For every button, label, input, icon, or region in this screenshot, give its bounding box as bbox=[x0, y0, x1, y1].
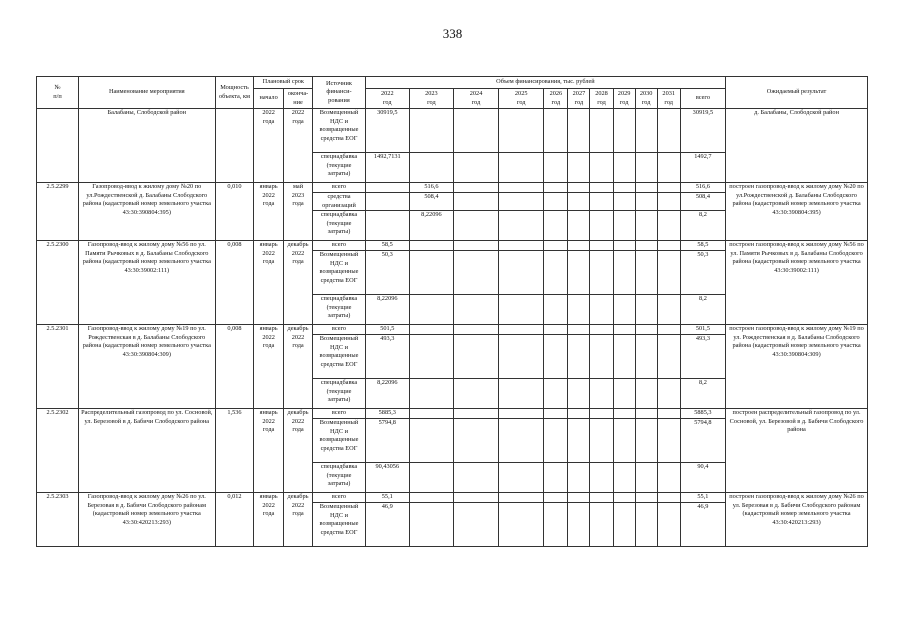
row-total: 46,9 bbox=[680, 503, 725, 547]
row-value-2026 bbox=[544, 419, 568, 463]
row-value-2031 bbox=[657, 325, 680, 335]
row-value-2031 bbox=[657, 409, 680, 419]
row-total: 1492,7 bbox=[680, 153, 725, 183]
row-value-2024 bbox=[453, 109, 498, 153]
row-value-2030 bbox=[635, 379, 657, 409]
row-value-2030 bbox=[635, 503, 657, 547]
row-end: декабрь 2022 года bbox=[283, 409, 312, 493]
row-start: январь 2022 года bbox=[254, 409, 283, 493]
row-value-2028 bbox=[590, 325, 613, 335]
row-value-2025 bbox=[499, 325, 544, 335]
header-source: Источник финанси- рования bbox=[313, 77, 366, 109]
row-value-2024 bbox=[453, 241, 498, 251]
row-value-2026 bbox=[544, 153, 568, 183]
header-result: Ожидаемый результат bbox=[726, 77, 868, 109]
header-funding: Объем финансирования, тыс. рублей bbox=[365, 77, 725, 89]
row-end: декабрь 2022 года bbox=[283, 325, 312, 409]
header-name: Наименование мероприятия bbox=[79, 77, 216, 109]
row-value-2023 bbox=[409, 493, 453, 503]
row-value-2031 bbox=[657, 251, 680, 295]
row-result: построен газопровод-ввод к жилому дому №56 по ул. Памяти Рычковых в д. Балабаны Слободского района (кадастровый номер земельного участка 43:30:39002:111) bbox=[726, 241, 868, 325]
row-value-2025 bbox=[499, 409, 544, 419]
row-total: 55,1 bbox=[680, 493, 725, 503]
table-row bbox=[37, 325, 868, 335]
row-source: спецнадбавка (текущие затраты) bbox=[313, 295, 366, 325]
row-value-2025 bbox=[499, 251, 544, 295]
header-year-2026: 2026 год bbox=[544, 89, 568, 109]
row-value-2031 bbox=[657, 211, 680, 241]
row-value-2028 bbox=[590, 409, 613, 419]
row-value-2022: 493,3 bbox=[365, 335, 409, 379]
row-value-2025 bbox=[499, 463, 544, 493]
row-value-2028 bbox=[590, 493, 613, 503]
row-value-2028 bbox=[590, 379, 613, 409]
row-value-2027 bbox=[568, 153, 590, 183]
row-event-name: Газопровод-ввод к жилому дому №56 по ул. Памяти Рычковых в д. Балабаны Слободского района (кадастровый номер земельного участка 43:30:39002:111) bbox=[79, 241, 216, 325]
row-event-name: Газопровод-ввод к жилому дому №26 по ул. Березовая в д. Бабичи Слободского районам (кадастровый номер земельного участка 43:30:420213:293) bbox=[79, 493, 216, 547]
row-value-2023 bbox=[409, 463, 453, 493]
row-value-2026 bbox=[544, 379, 568, 409]
row-value-2024 bbox=[453, 193, 498, 211]
row-total: 8,2 bbox=[680, 295, 725, 325]
row-value-2024 bbox=[453, 379, 498, 409]
row-value-2022: 1492,7131 bbox=[365, 153, 409, 183]
row-value-2022: 5794,8 bbox=[365, 419, 409, 463]
row-capacity: 0,012 bbox=[215, 493, 254, 547]
row-value-2030 bbox=[635, 419, 657, 463]
row-value-2029 bbox=[613, 295, 635, 325]
header-year-2022: 2022 год bbox=[365, 89, 409, 109]
row-value-2022: 90,43056 bbox=[365, 463, 409, 493]
row-value-2028 bbox=[590, 419, 613, 463]
row-number: 2.5.2299 bbox=[37, 183, 79, 241]
row-value-2029 bbox=[613, 109, 635, 153]
row-value-2023 bbox=[409, 335, 453, 379]
table-row bbox=[37, 109, 868, 153]
row-total: 508,4 bbox=[680, 193, 725, 211]
row-value-2025 bbox=[499, 493, 544, 503]
row-number: 2.5.2302 bbox=[37, 409, 79, 493]
row-total: 58,5 bbox=[680, 241, 725, 251]
row-value-2023 bbox=[409, 503, 453, 547]
row-value-2027 bbox=[568, 419, 590, 463]
row-capacity: 0,008 bbox=[215, 241, 254, 325]
row-value-2028 bbox=[590, 153, 613, 183]
row-value-2025 bbox=[499, 183, 544, 193]
row-end: декабрь 2022 года bbox=[283, 493, 312, 547]
row-value-2030 bbox=[635, 409, 657, 419]
row-source: всего bbox=[313, 241, 366, 251]
header-year-2029: 2029 год bbox=[613, 89, 635, 109]
row-value-2028 bbox=[590, 503, 613, 547]
row-value-2022: 501,5 bbox=[365, 325, 409, 335]
row-value-2027 bbox=[568, 325, 590, 335]
row-value-2026 bbox=[544, 251, 568, 295]
row-total: 50,3 bbox=[680, 251, 725, 295]
row-value-2022: 46,9 bbox=[365, 503, 409, 547]
row-value-2028 bbox=[590, 463, 613, 493]
header-num: № п/п bbox=[37, 77, 79, 109]
row-value-2027 bbox=[568, 335, 590, 379]
row-start: январь 2022 года bbox=[254, 325, 283, 409]
row-value-2026 bbox=[544, 193, 568, 211]
header-capacity: Мощность объекта, км bbox=[215, 77, 254, 109]
row-value-2026 bbox=[544, 109, 568, 153]
row-value-2029 bbox=[613, 193, 635, 211]
row-value-2022 bbox=[365, 211, 409, 241]
row-value-2029 bbox=[613, 335, 635, 379]
row-value-2023 bbox=[409, 241, 453, 251]
row-total: 30919,5 bbox=[680, 109, 725, 153]
row-value-2023: 8,22096 bbox=[409, 211, 453, 241]
row-value-2026 bbox=[544, 503, 568, 547]
row-start: январь 2022 года bbox=[254, 183, 283, 241]
row-value-2027 bbox=[568, 183, 590, 193]
row-value-2024 bbox=[453, 153, 498, 183]
table-row bbox=[37, 241, 868, 251]
row-value-2025 bbox=[499, 503, 544, 547]
row-value-2031 bbox=[657, 419, 680, 463]
row-value-2022 bbox=[365, 183, 409, 193]
row-number: 2.5.2300 bbox=[37, 241, 79, 325]
table-body bbox=[37, 109, 868, 547]
row-total: 5885,3 bbox=[680, 409, 725, 419]
row-start: январь 2022 года bbox=[254, 493, 283, 547]
header-year-2028: 2028 год bbox=[590, 89, 613, 109]
row-total: 8,2 bbox=[680, 211, 725, 241]
row-value-2028 bbox=[590, 211, 613, 241]
row-capacity: 1,536 bbox=[215, 409, 254, 493]
row-value-2024 bbox=[453, 503, 498, 547]
row-event-name: Газопровод-ввод к жилому дому №19 по ул. Рождественская в д. Балабаны Слободского района (кадастровый номер земельного участка 43:30:390804:309) bbox=[79, 325, 216, 409]
row-event-name: Балабаны, Слободской район bbox=[79, 109, 216, 183]
row-value-2025 bbox=[499, 153, 544, 183]
row-value-2029 bbox=[613, 325, 635, 335]
row-value-2022: 58,5 bbox=[365, 241, 409, 251]
row-capacity: 0,010 bbox=[215, 183, 254, 241]
row-total: 501,5 bbox=[680, 325, 725, 335]
row-value-2030 bbox=[635, 493, 657, 503]
row-value-2029 bbox=[613, 409, 635, 419]
row-number: 2.5.2303 bbox=[37, 493, 79, 547]
row-value-2026 bbox=[544, 295, 568, 325]
row-value-2025 bbox=[499, 295, 544, 325]
row-value-2031 bbox=[657, 153, 680, 183]
row-value-2029 bbox=[613, 211, 635, 241]
row-source: спецнадбавка (текущие затраты) bbox=[313, 211, 366, 241]
row-value-2031 bbox=[657, 503, 680, 547]
row-value-2022: 5885,3 bbox=[365, 409, 409, 419]
row-value-2023 bbox=[409, 419, 453, 463]
row-value-2028 bbox=[590, 193, 613, 211]
row-value-2030 bbox=[635, 153, 657, 183]
row-value-2023 bbox=[409, 295, 453, 325]
row-value-2026 bbox=[544, 409, 568, 419]
row-value-2024 bbox=[453, 419, 498, 463]
row-source: Возмещенный НДС и возвращенные средства ЕОГ bbox=[313, 109, 366, 153]
row-value-2025 bbox=[499, 211, 544, 241]
row-event-name: Распределительный газопровод по ул. Сосновой, ул. Березовой в д. Бабичи Слободского района bbox=[79, 409, 216, 493]
row-value-2026 bbox=[544, 325, 568, 335]
row-value-2031 bbox=[657, 193, 680, 211]
row-result: построен газопровод-ввод к жилому дому №20 по ул.Рождественской д. Балабаны Слободского района (кадастровый номер земельного участка 43:30:390804:395) bbox=[726, 183, 868, 241]
row-source: Возмещенный НДС и возвращенные средства ЕОГ bbox=[313, 335, 366, 379]
row-value-2029 bbox=[613, 493, 635, 503]
row-value-2027 bbox=[568, 109, 590, 153]
row-value-2025 bbox=[499, 335, 544, 379]
funding-table bbox=[36, 76, 868, 547]
row-value-2023: 516,6 bbox=[409, 183, 453, 193]
row-end: май 2023 года bbox=[283, 183, 312, 241]
row-value-2026 bbox=[544, 493, 568, 503]
row-value-2025 bbox=[499, 379, 544, 409]
row-value-2023: 508,4 bbox=[409, 193, 453, 211]
row-value-2029 bbox=[613, 503, 635, 547]
row-value-2025 bbox=[499, 419, 544, 463]
row-source: всего bbox=[313, 183, 366, 193]
row-value-2027 bbox=[568, 409, 590, 419]
row-value-2027 bbox=[568, 211, 590, 241]
row-value-2029 bbox=[613, 183, 635, 193]
row-source: Возмещенный НДС и возвращенные средства ЕОГ bbox=[313, 251, 366, 295]
row-value-2026 bbox=[544, 335, 568, 379]
row-value-2023 bbox=[409, 379, 453, 409]
row-value-2024 bbox=[453, 211, 498, 241]
row-value-2030 bbox=[635, 193, 657, 211]
header-year-2030: 2030 год bbox=[635, 89, 657, 109]
row-value-2026 bbox=[544, 183, 568, 193]
row-capacity: 0,008 bbox=[215, 325, 254, 409]
row-total: 8,2 bbox=[680, 379, 725, 409]
header-year-2024: 2024 год bbox=[453, 89, 498, 109]
row-value-2029 bbox=[613, 419, 635, 463]
table-row bbox=[37, 183, 868, 193]
row-value-2031 bbox=[657, 241, 680, 251]
header-total: всего bbox=[680, 89, 725, 109]
row-value-2027 bbox=[568, 493, 590, 503]
row-value-2030 bbox=[635, 335, 657, 379]
row-result: построен газопровод-ввод к жилому дому №19 по ул. Рождественская в д. Балабаны Слободского района (кадастровый номер земельного участка 43:30:390804:309) bbox=[726, 325, 868, 409]
row-source: всего bbox=[313, 493, 366, 503]
table-row bbox=[37, 493, 868, 503]
row-value-2031 bbox=[657, 493, 680, 503]
row-source: спецнадбавка (текущие затраты) bbox=[313, 379, 366, 409]
row-value-2022 bbox=[365, 193, 409, 211]
row-value-2031 bbox=[657, 295, 680, 325]
row-value-2023 bbox=[409, 153, 453, 183]
row-end: 2022 года bbox=[283, 109, 312, 183]
row-value-2023 bbox=[409, 409, 453, 419]
row-value-2030 bbox=[635, 295, 657, 325]
row-value-2027 bbox=[568, 193, 590, 211]
row-value-2031 bbox=[657, 463, 680, 493]
row-total: 5794,8 bbox=[680, 419, 725, 463]
row-start: 2022 года bbox=[254, 109, 283, 183]
row-value-2026 bbox=[544, 241, 568, 251]
row-source: всего bbox=[313, 325, 366, 335]
row-value-2029 bbox=[613, 153, 635, 183]
row-value-2026 bbox=[544, 211, 568, 241]
row-value-2024 bbox=[453, 325, 498, 335]
row-source: всего bbox=[313, 409, 366, 419]
row-value-2031 bbox=[657, 109, 680, 153]
row-value-2027 bbox=[568, 241, 590, 251]
row-value-2026 bbox=[544, 463, 568, 493]
row-value-2024 bbox=[453, 183, 498, 193]
row-value-2027 bbox=[568, 463, 590, 493]
row-value-2023 bbox=[409, 325, 453, 335]
row-source: средства организаций bbox=[313, 193, 366, 211]
row-value-2024 bbox=[453, 493, 498, 503]
row-value-2029 bbox=[613, 379, 635, 409]
header-year-2025: 2025 год bbox=[499, 89, 544, 109]
header-end: оконча- ние bbox=[283, 89, 312, 109]
row-value-2023 bbox=[409, 109, 453, 153]
row-number bbox=[37, 109, 79, 183]
row-total: 493,3 bbox=[680, 335, 725, 379]
row-result: построен газопровод-ввод к жилому дому №26 по ул. Березовая в д. Бабичи Слободского районам (кадастровый номер земельного участка 43:30:420213:293) bbox=[726, 493, 868, 547]
row-value-2028 bbox=[590, 335, 613, 379]
row-value-2024 bbox=[453, 251, 498, 295]
row-value-2027 bbox=[568, 379, 590, 409]
table-row bbox=[37, 409, 868, 419]
row-start: январь 2022 года bbox=[254, 241, 283, 325]
row-total: 516,6 bbox=[680, 183, 725, 193]
row-value-2022: 50,3 bbox=[365, 251, 409, 295]
row-value-2022: 8,22096 bbox=[365, 379, 409, 409]
row-value-2022: 8,22096 bbox=[365, 295, 409, 325]
row-value-2027 bbox=[568, 295, 590, 325]
row-total: 90,4 bbox=[680, 463, 725, 493]
row-end: декабрь 2022 года bbox=[283, 241, 312, 325]
row-value-2022: 55,1 bbox=[365, 493, 409, 503]
row-number: 2.5.2301 bbox=[37, 325, 79, 409]
row-value-2029 bbox=[613, 463, 635, 493]
row-value-2025 bbox=[499, 109, 544, 153]
header-year-2027: 2027 год bbox=[568, 89, 590, 109]
row-event-name: Газопровод-ввод к жилому дому №20 по ул.Рождественской д. Балабаны Слободского района (кадастровый номер земельного участка 43:30:390804:395) bbox=[79, 183, 216, 241]
row-source: спецнадбавка (текущие затраты) bbox=[313, 153, 366, 183]
page-number: 338 bbox=[442, 26, 463, 41]
row-value-2030 bbox=[635, 183, 657, 193]
row-value-2030 bbox=[635, 211, 657, 241]
header-period: Плановый срок bbox=[254, 77, 313, 89]
row-value-2025 bbox=[499, 193, 544, 211]
header-year-2023: 2023 год bbox=[409, 89, 453, 109]
row-value-2028 bbox=[590, 251, 613, 295]
row-source: Возмещенный НДС и возвращенные средства ЕОГ bbox=[313, 503, 366, 547]
row-value-2027 bbox=[568, 251, 590, 295]
row-value-2030 bbox=[635, 463, 657, 493]
row-value-2028 bbox=[590, 183, 613, 193]
row-source: спецнадбавка (текущие затраты) bbox=[313, 463, 366, 493]
row-value-2024 bbox=[453, 463, 498, 493]
row-value-2031 bbox=[657, 379, 680, 409]
row-capacity bbox=[215, 109, 254, 183]
row-value-2030 bbox=[635, 109, 657, 153]
row-value-2031 bbox=[657, 183, 680, 193]
header-year-2031: 2031 год bbox=[657, 89, 680, 109]
row-value-2024 bbox=[453, 295, 498, 325]
row-value-2028 bbox=[590, 241, 613, 251]
row-value-2023 bbox=[409, 251, 453, 295]
row-result: д. Балабаны, Слободской район bbox=[726, 109, 868, 183]
row-value-2028 bbox=[590, 109, 613, 153]
row-value-2027 bbox=[568, 503, 590, 547]
header-start: начало bbox=[254, 89, 283, 109]
row-value-2030 bbox=[635, 241, 657, 251]
row-value-2030 bbox=[635, 325, 657, 335]
row-source: Возмещенный НДС и возвращенные средства ЕОГ bbox=[313, 419, 366, 463]
row-value-2030 bbox=[635, 251, 657, 295]
row-value-2029 bbox=[613, 251, 635, 295]
row-value-2029 bbox=[613, 241, 635, 251]
row-value-2024 bbox=[453, 409, 498, 419]
row-value-2028 bbox=[590, 295, 613, 325]
table-header bbox=[37, 77, 868, 109]
row-value-2024 bbox=[453, 335, 498, 379]
row-value-2025 bbox=[499, 241, 544, 251]
row-result: построен распределительный газопровод по ул. Сосновой, ул. Березовой в д. Бабичи Слободского района bbox=[726, 409, 868, 493]
row-value-2031 bbox=[657, 335, 680, 379]
row-value-2022: 30919,5 bbox=[365, 109, 409, 153]
